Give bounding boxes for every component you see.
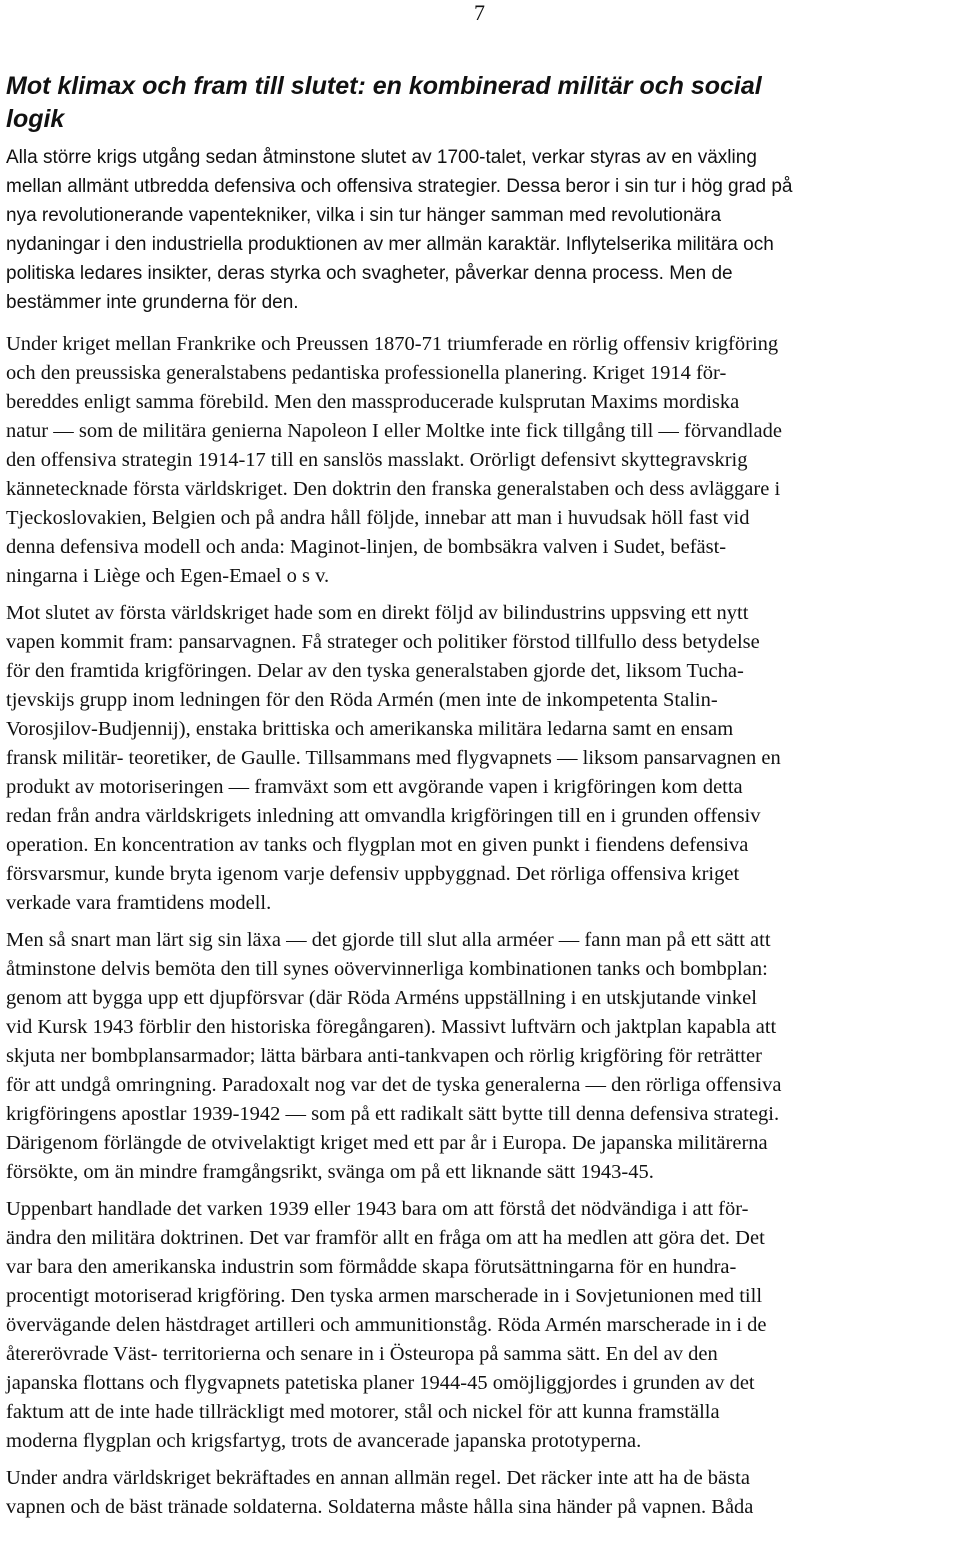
text-line: och den preussiska generalstabens pedantiska professionella planering. Kriget 1914 för-	[6, 362, 727, 384]
text-line: vid Kursk 1943 förblir den historiska föregångaren). Massivt luftvärn och jaktplan kapabla att	[6, 1016, 777, 1038]
text-line: Uppenbart handlade det varken 1939 eller 1943 bara om att förstå det nödvändiga i att för-	[6, 1198, 749, 1220]
text-line: försvarsmur, kunde bryta igenom varje defensiv uppbyggnad. Det rörliga offensiva kriget	[6, 863, 740, 885]
paragraph	[6, 1195, 956, 1456]
text-line: nydaningar i den industriella produktionen av mer allmän karaktär. Inflytelserika militära och	[6, 234, 774, 255]
text-line: återerövrade Väst- territorierna och senare in i Östeuropa på samma sätt. En del av den	[6, 1343, 718, 1365]
text-line: genom att bygga upp ett djupförsvar (där Röda Arméns uppställning i en utskjutande vinkel	[6, 987, 757, 1009]
text-line: redan från andra världskrigets inledning att omvandla krigföringen till en i grunden offensiv	[6, 805, 761, 827]
text-line: ningarna i Liège och Egen-Emael o s v.	[6, 565, 330, 587]
text-line: för att undgå omringning. Paradoxalt nog var det de tyska generalerna — den rörliga offensiva	[6, 1074, 782, 1096]
text-line: Tjeckoslovakien, Belgien och på andra håll följde, innebar att man i huvudsak höll fast vid	[6, 507, 750, 529]
paragraph	[6, 1464, 956, 1522]
body-text	[6, 330, 956, 1522]
text-line: denna defensiva modell och anda: Maginot-linjen, de bombsäkra valven i Sudet, befäst-	[6, 536, 727, 558]
text-line: verkade vara framtidens modell.	[6, 892, 272, 914]
text-line: Men så snart man lärt sig sin läxa — det gjorde till slut alla arméer — fann man på ett sätt att	[6, 929, 771, 951]
intro-paragraph	[6, 143, 956, 317]
heading-line: logik	[6, 105, 65, 133]
text-line: Under andra världskriget bekräftades en annan allmän regel. Det räcker inte att ha de bästa	[6, 1467, 750, 1489]
paragraph	[6, 599, 956, 918]
page-number: 7	[474, 0, 485, 25]
text-line: Därigenom förlängde de otvivelaktigt kriget med ett par år i Europa. De japanska militärerna	[6, 1132, 768, 1154]
text-line: natur — som de militära genierna Napoleon I eller Moltke inte fick tillgång till — förvandlade	[6, 420, 782, 442]
text-line: japanska flottans och flygvapnets patetiska planer 1944-45 omöjliggjordes i grunden av det	[6, 1372, 755, 1394]
text-line: bestämmer inte grunderna för den.	[6, 292, 299, 313]
text-line: bereddes enligt samma förebild. Men den massproducerade kulsprutan Maxims mordiska	[6, 391, 740, 413]
text-line: operation. En koncentration av tanks och flygplan mot en given punkt i fiendens defensiva	[6, 834, 749, 856]
text-line: vapnen och de bäst tränade soldaterna. Soldaterna måste hålla sina händer på vapnen. Båda	[6, 1496, 754, 1518]
text-line: försökte, om än mindre framgångsrikt, svänga om på ett liknande sätt 1943-45.	[6, 1161, 654, 1183]
text-line: kännetecknade första världskriget. Den doktrin den franska generalstaben och dess avläggare i	[6, 478, 781, 500]
text-line: övervägande delen hästdraget artilleri och ammunitionståg. Röda Armén marscherade in i de	[6, 1314, 767, 1336]
text-line: fransk militär- teoretiker, de Gaulle. Tillsammans med flygvapnets — liksom pansarvagnen en	[6, 747, 781, 769]
heading-line: Mot klimax och fram till slutet: en kombinerad militär och social	[6, 72, 762, 100]
paragraph	[6, 926, 956, 1187]
text-line: faktum att de inte hade tillräckligt med motorer, stål och nickel för att kunna framställa	[6, 1401, 720, 1423]
section-heading	[6, 70, 946, 136]
text-line: produkt av motoriseringen — framväxt som ett avgörande vapen i krigföringen kom detta	[6, 776, 743, 798]
text-line: ändra den militära doktrinen. Det var framför allt en fråga om att ha medlen att göra det. Det	[6, 1227, 765, 1249]
text-line: vapen kommit fram: pansarvagnen. Få strateger och politiker förstod tillfullo dess betydelse	[6, 631, 760, 653]
text-line: krigföringens apostlar 1939-1942 — som på ett radikalt sätt bytte till denna defensiva strategi.	[6, 1103, 780, 1125]
paragraph	[6, 330, 956, 591]
text-line: var bara den amerikanska industrin som förmådde skapa förutsättningarna för en hundra-	[6, 1256, 737, 1278]
text-line: mellan allmänt utbredda defensiva och offensiva strategier. Dessa beror i sin tur i hög grad på	[6, 176, 793, 197]
text-line: Alla större krigs utgång sedan åtminstone slutet av 1700-talet, verkar styras av en växling	[6, 147, 757, 168]
text-line: moderna flygplan och krigsfartyg, trots de avancerade japanska prototyperna.	[6, 1430, 642, 1452]
text-line: Under kriget mellan Frankrike och Preussen 1870-71 triumferade en rörlig offensiv krigföring	[6, 333, 779, 355]
text-line: Vorosjilov-Budjennij), enstaka brittiska och amerikanska militära ledarna samt en ensam	[6, 718, 734, 740]
text-line: åtminstone delvis bemöta den till synes oövervinnerliga kombinationen tanks och bombplan:	[6, 958, 768, 980]
text-line: procentigt motoriserad krigföring. Den tyska armen marscherade in i Sovjetunionen med till	[6, 1285, 763, 1307]
text-line: politiska ledares insikter, deras styrka och svagheter, påverkar denna process. Men de	[6, 263, 733, 284]
text-line: nya revolutionerande vapentekniker, vilka i sin tur hänger samman med revolutionära	[6, 205, 722, 226]
text-line: den offensiva strategin 1914-17 till en sanslös masslakt. Orörligt defensivt skyttegravskrig	[6, 449, 748, 471]
text-line: tjevskijs grupp inom ledningen för den Röda Armén (men inte de inkompetenta Stalin-	[6, 689, 718, 711]
text-line: Mot slutet av första världskriget hade som en direkt följd av bilindustrins uppsving ett nytt	[6, 602, 749, 624]
text-line: skjuta ner bombplansarmador; lätta bärbara anti-tankvapen och rörlig krigföring för reträtter	[6, 1045, 762, 1067]
text-line: för den framtida krigföringen. Delar av den tyska generalstaben gjorde det, liksom Tucha-	[6, 660, 744, 682]
